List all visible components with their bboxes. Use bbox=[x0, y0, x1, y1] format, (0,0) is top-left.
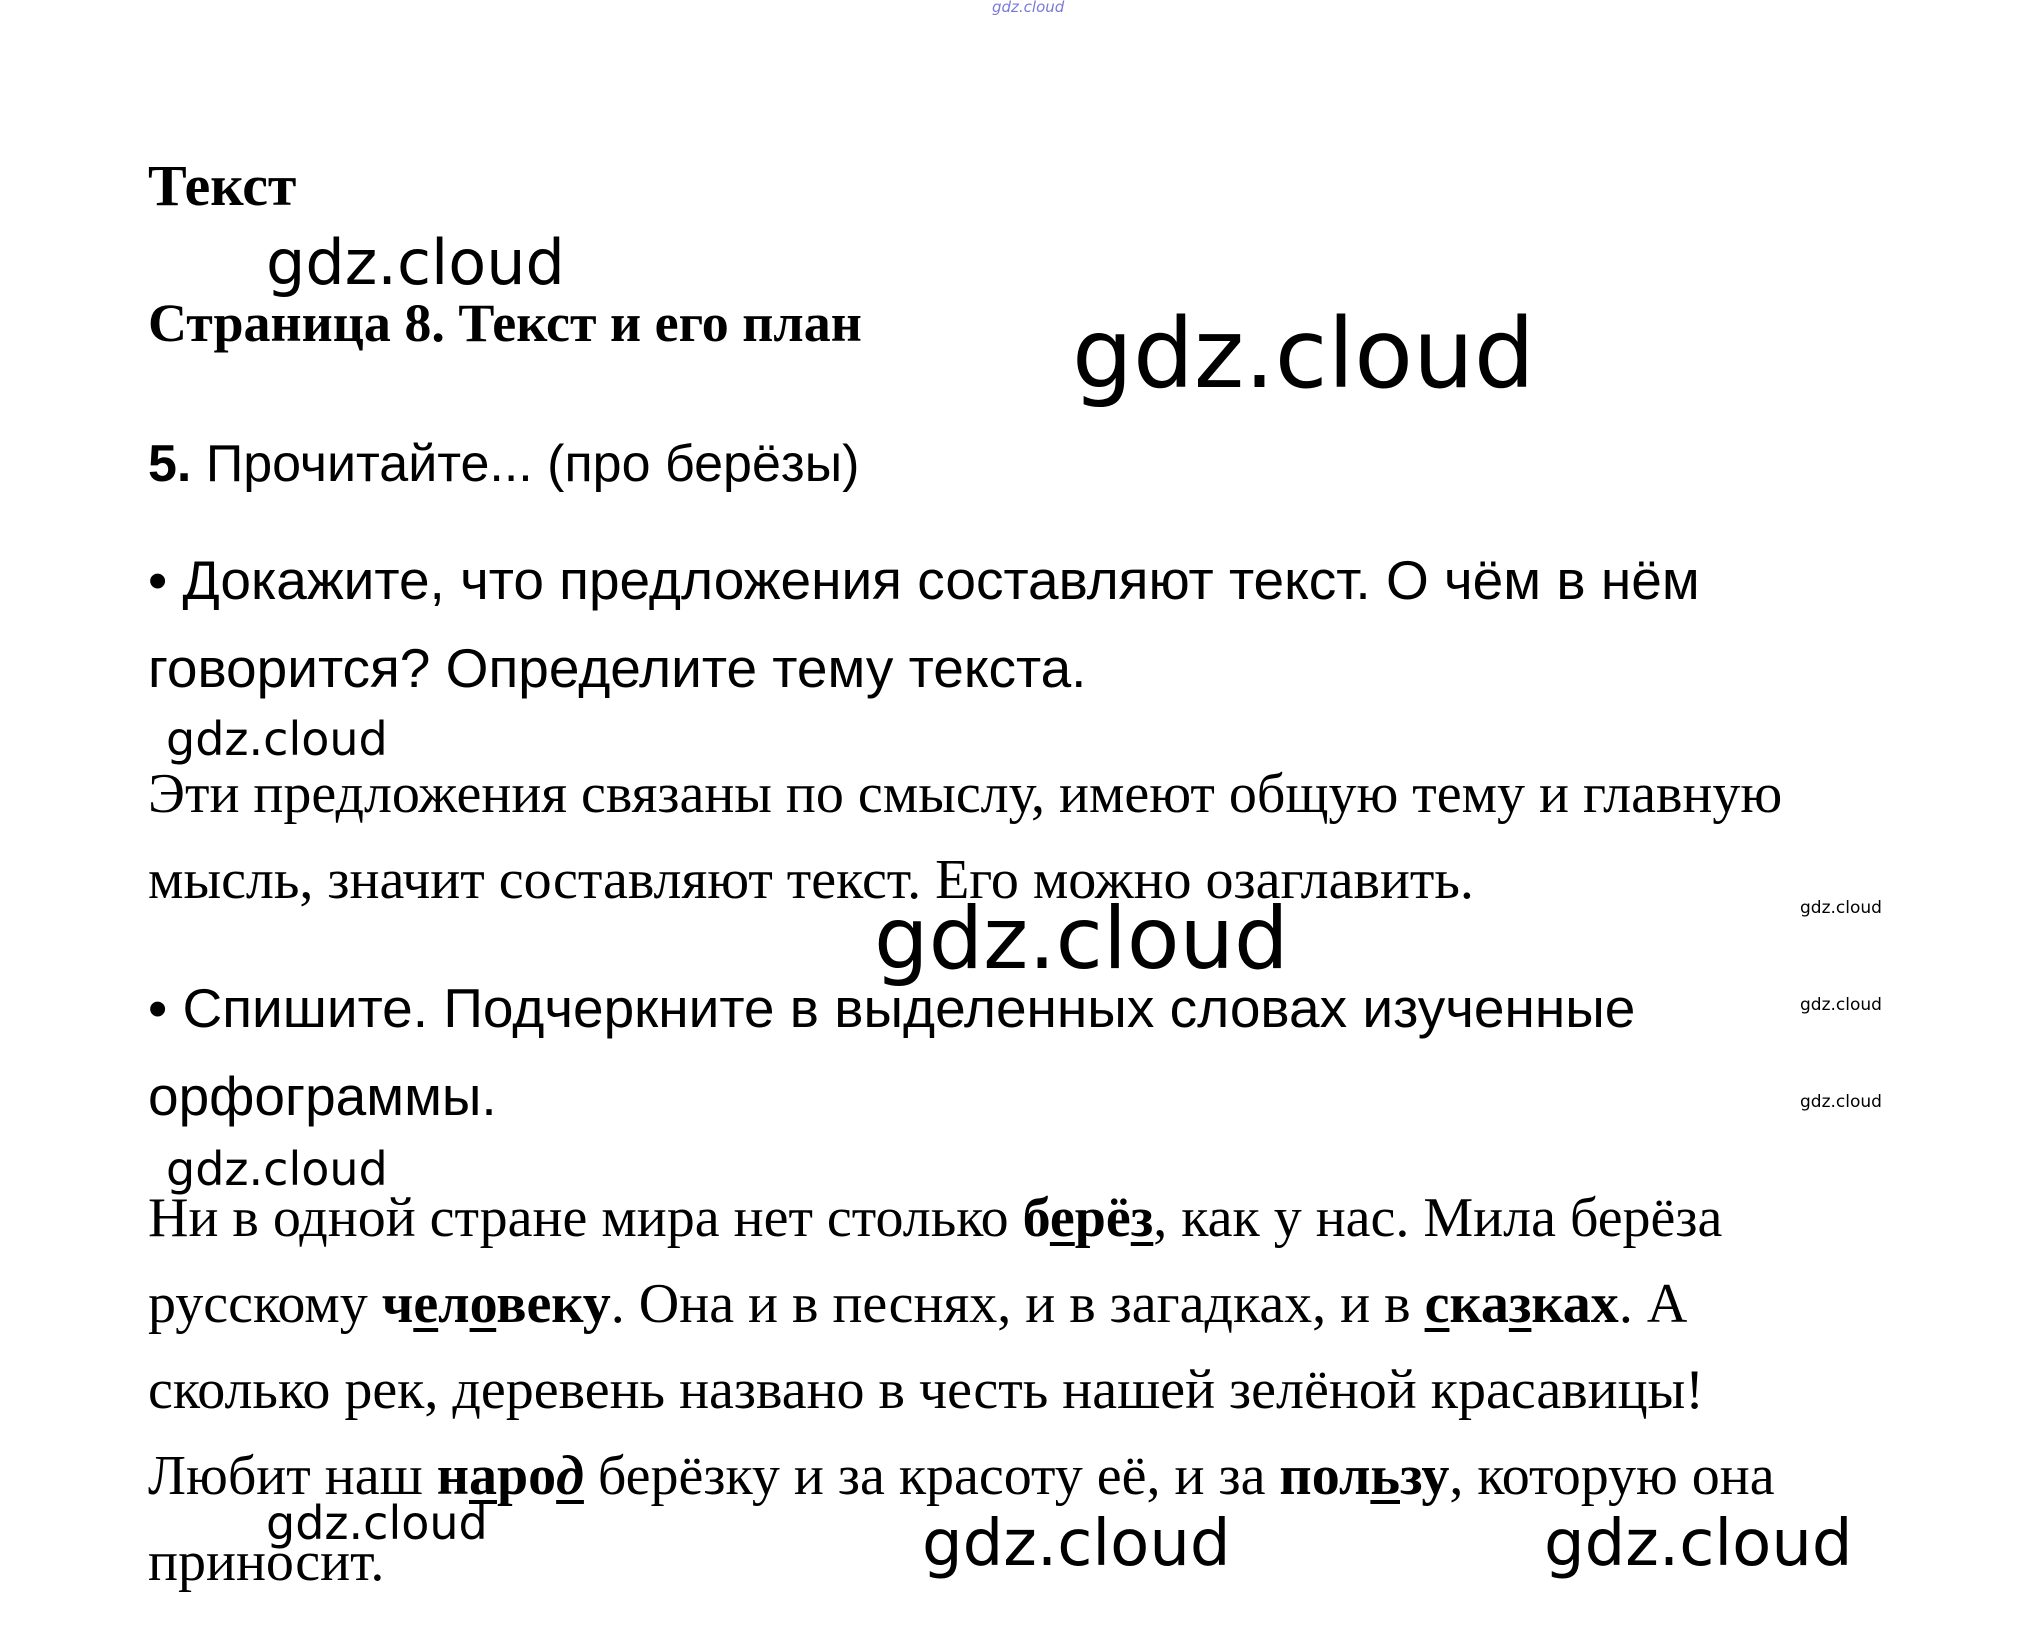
orthogram-underline: з bbox=[1508, 1273, 1532, 1335]
answer-2-line-4 bbox=[148, 1444, 1775, 1508]
orthogram-underline: з bbox=[1130, 1187, 1154, 1249]
watermark: gdz.cloud bbox=[266, 1496, 488, 1550]
orthogram-underline: о bbox=[469, 1273, 497, 1335]
watermark: gdz.cloud bbox=[922, 1507, 1231, 1581]
watermark: gdz.cloud bbox=[166, 712, 388, 766]
orthogram-underline: ь bbox=[1370, 1445, 1400, 1507]
watermark: gdz.cloud bbox=[874, 889, 1289, 989]
text-fragment: Любит наш bbox=[148, 1445, 437, 1507]
text-fragment: , как у нас. Мила берёза bbox=[1153, 1187, 1723, 1249]
text-fragment: . Она и в песнях, и в загадках, и в bbox=[610, 1273, 1425, 1335]
question-2-line-1: • Спишите. Подчеркните в выделенных словах изученные bbox=[148, 977, 1636, 1039]
watermark: gdz.cloud bbox=[266, 226, 565, 299]
task-title: Прочитайте... (про берёзы) bbox=[205, 435, 860, 493]
answer-2-line-1 bbox=[148, 1186, 1722, 1250]
question-2-line-2: орфограммы. bbox=[148, 1065, 497, 1127]
orthogram-underline: д bbox=[556, 1445, 584, 1507]
task-number: 5. bbox=[148, 435, 192, 493]
answer-2-line-2 bbox=[148, 1272, 1687, 1336]
question-1-line-1: • Докажите, что предложения составляют текст. О чём в нём bbox=[148, 549, 1700, 611]
answer-2-line-5: приносит. bbox=[148, 1531, 385, 1593]
orthogram-underline: е bbox=[1049, 1187, 1075, 1249]
highlighted-word-chelovek: человеку bbox=[381, 1273, 611, 1335]
watermark-top: gdz.cloud bbox=[992, 0, 1065, 16]
answer-1-line-1: Эти предложения связаны по смыслу, имеют общую тему и главную bbox=[148, 763, 1783, 825]
orthogram-underline: с bbox=[1424, 1273, 1450, 1335]
watermark: gdz.cloud bbox=[1544, 1507, 1853, 1581]
text-fragment: . А bbox=[1618, 1273, 1688, 1335]
orthogram-underline: а bbox=[468, 1445, 497, 1507]
page-title: Страница 8. Текст и его план bbox=[148, 293, 862, 353]
text-fragment: берёзку и за красоту её, и за bbox=[583, 1445, 1280, 1507]
highlighted-word-skazkah: сказках bbox=[1424, 1273, 1619, 1335]
watermark: gdz.cloud bbox=[1800, 1092, 1882, 1112]
text-fragment: , которую она bbox=[1449, 1445, 1775, 1507]
section-heading: Текст bbox=[148, 153, 297, 218]
answer-2-line-3: сколько рек, деревень названо в честь нашей зелёной красавицы! bbox=[148, 1359, 1704, 1421]
watermark: gdz.cloud bbox=[1800, 898, 1882, 918]
task-header bbox=[148, 434, 859, 494]
answer-1-line-2: мысль, значит составляют текст. Его можно озаглавить. bbox=[148, 849, 1474, 911]
watermark: gdz.cloud bbox=[166, 1142, 388, 1196]
watermark: gdz.cloud bbox=[1800, 995, 1882, 1015]
text-fragment: Ни в одной стране мира нет столько bbox=[148, 1187, 1023, 1249]
text-fragment: русскому bbox=[148, 1273, 382, 1335]
watermark: gdz.cloud bbox=[1072, 298, 1535, 410]
orthogram-underline: е bbox=[413, 1273, 439, 1335]
highlighted-word-polzu: пользу bbox=[1279, 1445, 1450, 1507]
highlighted-word-narod: народ bbox=[436, 1445, 584, 1507]
question-1-line-2: говорится? Определите тему текста. bbox=[148, 637, 1087, 699]
highlighted-word-berez: берёз bbox=[1022, 1187, 1154, 1249]
